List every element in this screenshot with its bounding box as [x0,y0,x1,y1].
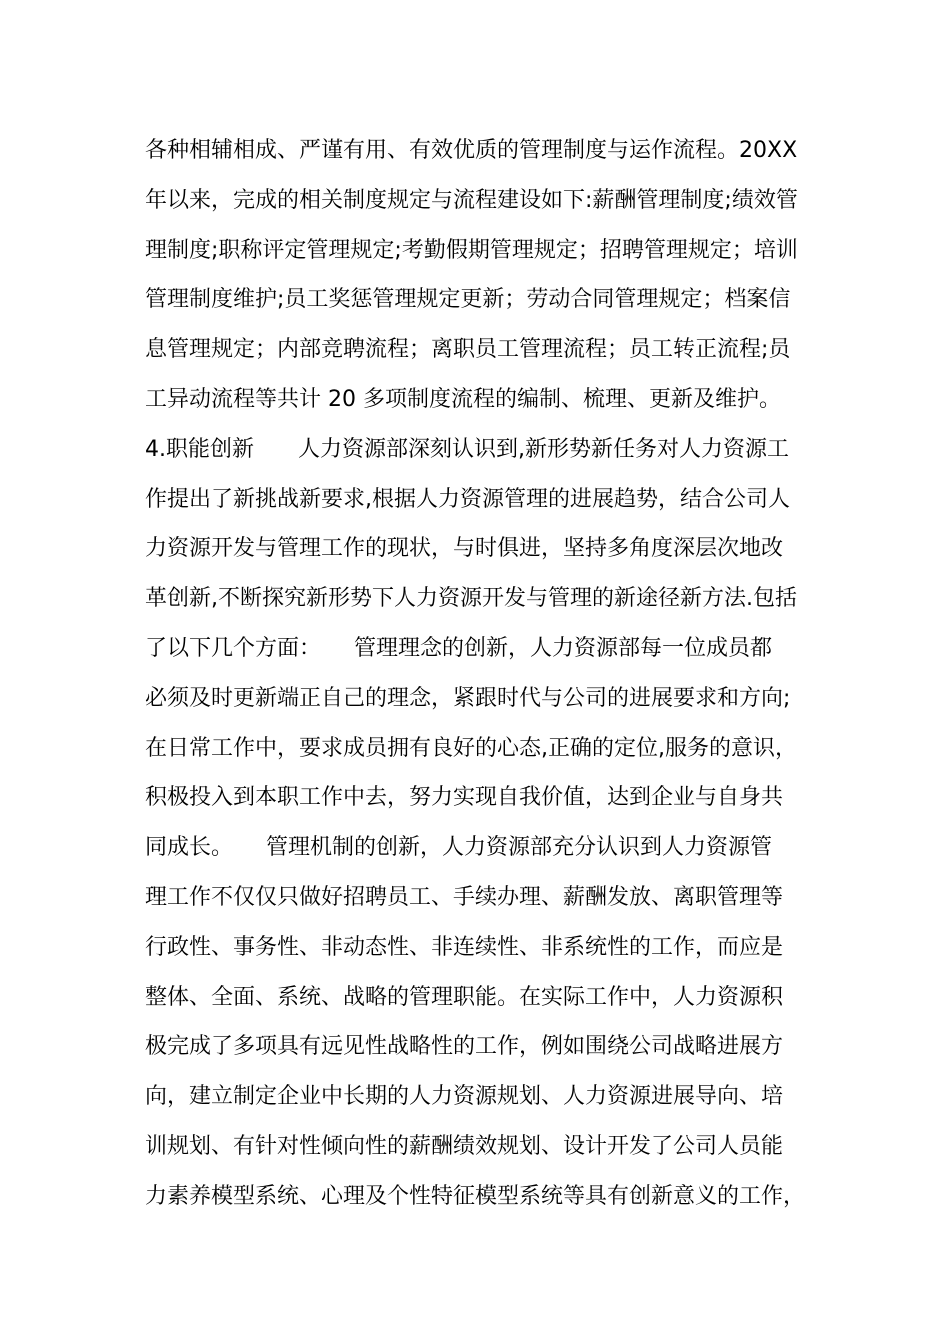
text-line: 力素养模型系统、心理及个性特征模型系统等具有创新意义的工作， [145,1183,806,1209]
text-line: 理工作不仅仅只做好招聘员工、手续办理、薪酬发放、离职管理等 [145,884,784,910]
text-line: 作提出了新挑战新要求,根据人力资源管理的进展趋势，结合公司人 [145,486,790,512]
text-line: 各种相辅相成、严谨有用、有效优质的管理制度与运作流程。20XX [145,138,798,163]
text-line: 必须及时更新端正自己的理念，紧跟时代与公司的进展要求和方向; [145,685,791,711]
text-line: 力资源开发与管理工作的现状，与时俱进，坚持多角度深层次地改 [145,536,784,562]
text-line: 整体、全面、系统、战略的管理职能。在实际工作中，人力资源积 [145,984,784,1010]
text-line: 管理制度维护;员工奖惩管理规定更新；劳动合同管理规定；档案信 [145,287,791,313]
text-line: 向，建立制定企业中长期的人力资源规划、人力资源进展导向、培 [145,1084,784,1110]
text-line: 极完成了多项具有远见性战略性的工作，例如围绕公司战略进展方 [145,1034,784,1060]
text-line: 革创新,不断探究新形势下人力资源开发与管理的新途径新方法.包括 [145,586,797,612]
body-text [145,126,815,1222]
text-line: 年以来，完成的相关制度规定与流程建设如下:薪酬管理制度;绩效管 [145,187,798,213]
text-line: 训规划、有针对性倾向性的薪酬绩效规划、设计开发了公司人员能 [145,1133,784,1159]
text-line: 4.职能创新 人力资源部深刻认识到,新形势新任务对人力资源工 [145,436,789,462]
text-line: 行政性、事务性、非动态性、非连续性、非系统性的工作，而应是 [145,934,784,960]
text-line: 工异动流程等共计 20 多项制度流程的编制、梳理、更新及维护。 [145,386,781,412]
text-line: 理制度;职称评定管理规定;考勤假期管理规定；招聘管理规定；培训 [145,237,798,263]
text-line: 积极投入到本职工作中去，努力实现自我价值，达到企业与自身共 [145,785,784,811]
text-line: 在日常工作中，要求成员拥有良好的心态,正确的定位,服务的意识， [145,735,797,761]
text-line: 息管理规定；内部竞聘流程；离职员工管理流程；员工转正流程;员 [145,337,791,363]
text-line: 同成长。 管理机制的创新，人力资源部充分认识到人力资源管 [145,835,773,861]
text-line: 了以下几个方面： 管理理念的创新，人力资源部每一位成员都 [145,635,773,661]
